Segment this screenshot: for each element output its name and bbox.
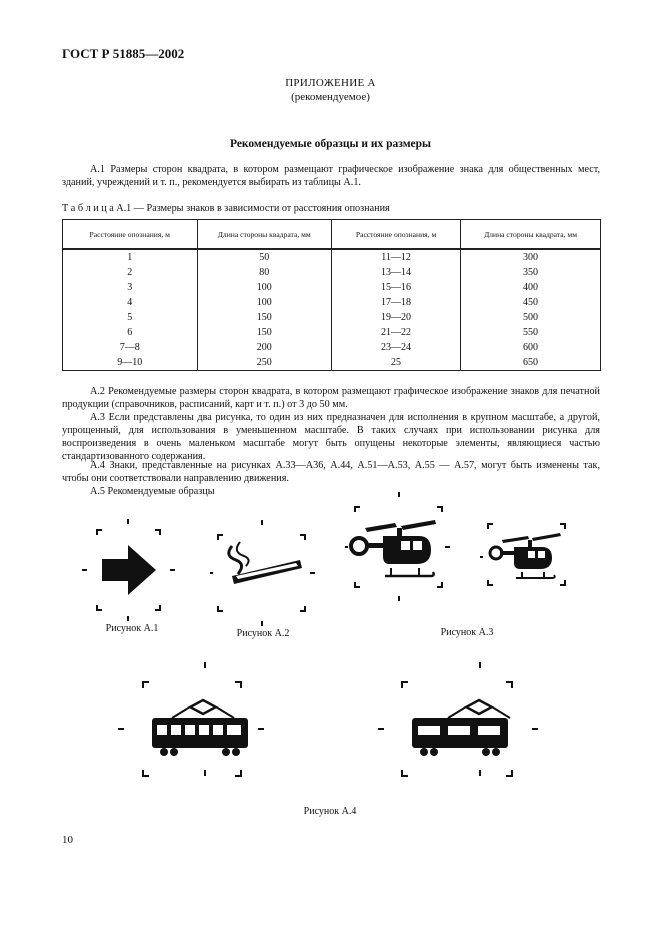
figure-a2-caption: Рисунок А.2 [236,628,290,639]
table-cell: 19—20 [332,310,461,325]
section-title: Рекомендуемые образцы и их размеры [229,138,432,150]
figure-a4-caption: Рисунок А.4 [303,806,357,817]
table-cell: 11—12 [332,249,461,265]
figure-a1-arrow-sign [80,515,180,625]
col-header-side-2: Длина стороны квадрата, мм [461,220,601,250]
table-caption: Т а б л и ц а А.1 — Размеры знаков в зависимости от расстояния опознания [62,203,390,214]
table-cell: 50 [197,249,332,265]
table-cell: 250 [197,355,332,371]
col-header-distance-2: Расстояние опознания, м [332,220,461,250]
paragraph-a5-text: А.5 Рекомендуемые образцы [90,486,215,497]
table-cell: 650 [461,355,601,371]
table-row [63,355,601,371]
table-cell: 1 [63,249,198,265]
table-cell: 100 [197,295,332,310]
table-cell: 2 [63,265,198,280]
table-cell: 80 [197,265,332,280]
table-row [63,265,601,280]
table-cell: 150 [197,325,332,340]
paragraph-a4-text: А.4 Знаки, представленные на рисунках А.33—А36, А.44, А.51—А.53, А.55 — А.57, могут быть изменены так, чтобы они соответствовали направлению движения. [62,460,600,484]
table-cell: 150 [197,310,332,325]
table-cell: 6 [63,325,198,340]
table-cell: 100 [197,280,332,295]
table-cell: 9—10 [63,355,198,371]
col-header-distance-1: Расстояние опознания, м [63,220,198,250]
paragraph-a1 [62,163,600,189]
paragraph-a2-text: А.2 Рекомендуемые размеры сторон квадрата, в котором размещают графическое изображение знаков для печатной продукции (справочников, расписаний, карт и т. п.) от 3 до 50 мм. [62,386,600,410]
table-row [63,280,601,295]
table-cell: 600 [461,340,601,355]
appendix-subtitle: (рекомендуемое) [291,91,370,103]
tram-icon [152,700,248,756]
figure-a3-helicopter-large [345,490,457,606]
table-cell: 500 [461,310,601,325]
table-cell: 550 [461,325,601,340]
table-cell: 4 [63,295,198,310]
paragraph-a2 [62,385,600,411]
table-cell: 200 [197,340,332,355]
table-row [63,325,601,340]
figure-a3-caption: Рисунок А.3 [440,627,494,638]
paragraph-a4 [62,459,600,485]
figure-a4-tram-large [112,656,272,784]
page-number: 10 [62,834,73,846]
paragraph-a3 [62,411,600,463]
arrow-right-icon [102,545,156,595]
table-cell: 25 [332,355,461,371]
figure-a2-smoking-sign [210,518,320,628]
table-cell: 23—24 [332,340,461,355]
cigarette-icon [229,542,302,584]
figure-a3-helicopter-small [480,520,575,595]
appendix-title: ПРИЛОЖЕНИЕ А [285,77,376,89]
tram-icon [412,700,510,756]
table-cell: 13—14 [332,265,461,280]
table-row [63,295,601,310]
table-row [63,310,601,325]
paragraph-a5 [62,485,600,498]
figure-a4-tram-small [372,656,552,784]
paragraph-a3-text: А.3 Если представлены два рисунка, то один из них предназначен для исполнения в крупном масштабе, а другой, упрощенный, для использования в уменьшенном масштабе. В таких случаях при использовании рисунка для воспроизведения в очень маленьком масштабе могут быть опущены некоторые элементы, являющиеся частью стандартизованного содержания. [62,412,600,462]
table-cell: 400 [461,280,601,295]
table-cell: 450 [461,295,601,310]
table-row [63,249,601,265]
table-cell: 5 [63,310,198,325]
table-cell: 21—22 [332,325,461,340]
helicopter-icon [490,533,561,578]
standard-header: ГОСТ Р 51885—2002 [62,46,185,61]
sizes-table [62,219,601,371]
table-cell: 7—8 [63,340,198,355]
table-cell: 300 [461,249,601,265]
helicopter-icon [351,520,436,576]
table-cell: 350 [461,265,601,280]
table-cell: 17—18 [332,295,461,310]
paragraph-a1-text: А.1 Размеры сторон квадрата, в котором размещают графическое изображение знака для общественных мест, зданий, учреждений и т. п., рекомендуется выбирать из таблицы А.1. [62,164,600,188]
table-row [63,340,601,355]
table-cell: 3 [63,280,198,295]
table-header-row [63,220,601,250]
figure-a1-caption: Рисунок А.1 [105,623,159,634]
table-cell: 15—16 [332,280,461,295]
col-header-side-1: Длина стороны квадрата, мм [197,220,332,250]
